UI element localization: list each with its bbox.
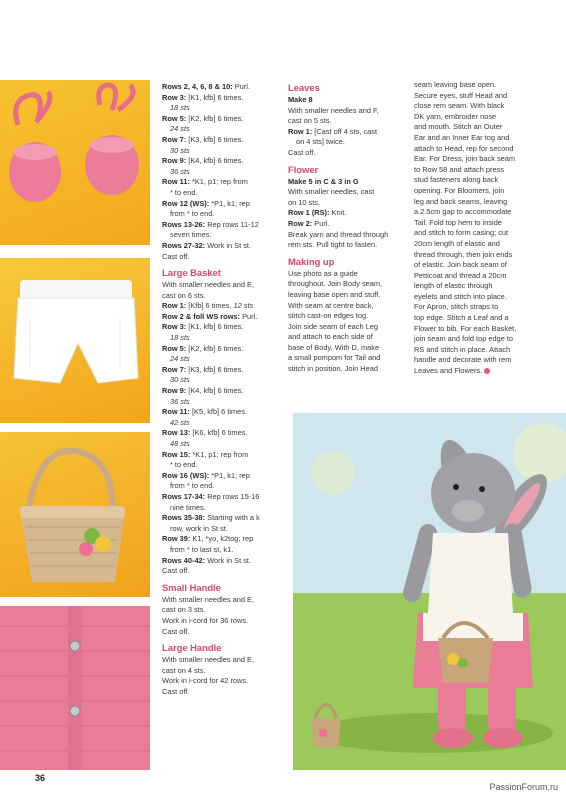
instruction-line: With smaller needles and F,	[288, 105, 379, 115]
instruction-line: Leaves and Flowers.	[414, 366, 548, 377]
instruction-line: base of Body. With D, make	[288, 342, 380, 352]
photo-large-basket	[0, 432, 150, 597]
instruction-line: 30 sts	[170, 145, 190, 155]
instruction-line: 36 sts	[170, 396, 190, 406]
instruction-line: Row 12 (WS): *P1, k1; rep	[162, 198, 250, 208]
bag-rows-instructions	[162, 82, 284, 262]
instruction-line: close rem seam. With black	[414, 101, 505, 111]
photo-knitted-bunny	[293, 413, 566, 770]
instruction-line: Row 16 (WS): *P1, k1; rep	[162, 470, 250, 480]
making-up-heading: Making up	[288, 255, 335, 267]
instruction-line: Row 1: [Cast off 4 sts, cast	[288, 126, 377, 136]
instruction-line: row, work in St st.	[170, 523, 228, 533]
instruction-line: to Row 58 and attach press	[414, 164, 504, 174]
instruction-line: from * to last st, k1.	[170, 544, 234, 554]
photo-white-bloomers	[0, 258, 150, 423]
small-handle-instructions	[162, 595, 284, 637]
watermark: PassionForum.ru	[489, 782, 558, 792]
instruction-line: * to end.	[170, 187, 198, 197]
instruction-line: Row 11: [K5, kfb] 6 times.	[162, 407, 248, 417]
pattern-column-3	[414, 80, 548, 377]
instruction-line: Cast off.	[162, 566, 190, 576]
instruction-line: on 10 sts.	[288, 197, 321, 207]
instruction-line: Cast off.	[162, 626, 190, 636]
instruction-line: cast on 3 sts.	[162, 605, 206, 615]
instruction-line: Row 9: [K4, kfb] 6 times.	[162, 156, 244, 166]
instruction-line: With smaller needles, cast	[288, 187, 375, 197]
instruction-line: length of elastic through	[414, 281, 493, 291]
instruction-line: DK yarn, embroider nose	[414, 111, 497, 121]
instruction-line: For Apron, stitch straps to	[414, 302, 499, 312]
instruction-line: thread through, then join ends	[414, 249, 513, 259]
instruction-line: Make 8	[288, 95, 313, 104]
instruction-line: Row 39: K1, *yo, k2tog; rep	[162, 534, 254, 544]
instruction-line: * to end.	[170, 460, 198, 470]
instruction-line: Row 3: [K1, kfb] 6 times.	[162, 92, 244, 102]
instruction-line: seam leaving base open.	[414, 80, 497, 89]
instruction-line: Row 3: [K1, kfb] 6 times.	[162, 322, 244, 332]
instruction-line: stud fasteners along back	[414, 175, 499, 185]
instruction-line: Tail. Fold top hem to inside	[414, 217, 502, 227]
instruction-line: Cast off.	[162, 251, 190, 261]
instruction-line: stitch cast-on edges tog.	[288, 311, 369, 321]
instruction-line: on 4 sts] twice.	[296, 137, 345, 147]
instruction-line: Row 15: *K1, p1; rep from	[162, 449, 249, 459]
making-up-continued	[414, 80, 548, 377]
instruction-line: Ear and an Inner Ear tog and	[414, 132, 510, 142]
instruction-line: 24 sts	[170, 354, 190, 364]
instruction-line: nine times.	[170, 502, 206, 512]
instruction-line: Row 11: *K1, p1; rep from	[162, 177, 248, 187]
instruction-line: and stitch to form casing; cut	[414, 228, 509, 238]
instruction-line: Rows 2, 4, 6, 8 & 10: Purl.	[162, 82, 250, 91]
instruction-line: cast on 4 sts.	[162, 665, 206, 675]
instruction-line: With smaller needles and E,	[162, 594, 255, 604]
instruction-line: a small pompom for Tail and	[288, 353, 381, 363]
instruction-line: join seam and fold top edge to	[414, 334, 514, 344]
instruction-line: Row 7: [K3, kfb] 6 times.	[162, 134, 244, 144]
instruction-line: and mouth. Stitch an Outer	[414, 122, 503, 132]
flower-heading: Flower	[288, 163, 319, 175]
instruction-line: and attach to each side of	[288, 332, 373, 342]
instruction-line: stitch in position. Join Head	[288, 364, 378, 374]
instruction-line: cast on 5 sts.	[288, 116, 332, 126]
instruction-line: Row 1: [Kfb] 6 times, 12 sts	[162, 301, 254, 311]
instruction-line: Rows 27-32: Work in St st.	[162, 240, 251, 250]
instruction-line: 36 sts	[170, 166, 190, 176]
instruction-line: Flower to bib. For each Basket,	[414, 323, 517, 333]
instruction-line: 30 sts	[170, 375, 190, 385]
instruction-line: 24 sts	[170, 124, 190, 134]
instruction-line: Row 7: [K3, kfb] 6 times.	[162, 364, 244, 374]
leaves-heading: Leaves	[288, 82, 320, 93]
instruction-line: handle and decorate with rem	[414, 355, 512, 365]
instruction-line: Ear. For Dress, join back seam	[414, 154, 516, 164]
instruction-line: Rows 13-26: Rep rows 11-12	[162, 219, 259, 229]
instruction-line: Row 1 (RS): Knit.	[288, 208, 347, 218]
instruction-line: Row 2 & foll WS rows: Purl.	[162, 311, 258, 321]
instruction-line: 48 sts	[170, 439, 190, 448]
instruction-line: a 2.5cm gap to accommodate	[414, 207, 512, 217]
large-handle-instructions	[162, 655, 284, 697]
instruction-line: throughout. Join Body seam,	[288, 279, 383, 289]
instruction-line: Rows 35-38: Starting with a k	[162, 513, 260, 523]
instruction-line: Secure eyes, stuff Head and	[414, 90, 508, 100]
instruction-line: Use photo as a guide	[288, 268, 358, 278]
instruction-line: Make 5 in C & 3 in G	[288, 176, 359, 186]
instruction-line: Cast off.	[288, 147, 316, 157]
instruction-line: seven times.	[170, 230, 212, 240]
instruction-line: from * to end.	[170, 481, 215, 491]
instruction-line: leaving base open and stuff.	[288, 289, 381, 299]
large-basket-instructions	[162, 280, 284, 577]
end-marker-icon	[484, 368, 490, 374]
instruction-line: 18 sts	[170, 103, 190, 113]
instruction-line: Row 5: [K2, kfb] 6 times.	[162, 113, 244, 123]
page-number: 36	[35, 773, 46, 783]
instruction-line: 20cm length of elastic and	[414, 238, 500, 248]
instruction-line: rem sts. Pull tight to fasten.	[288, 240, 378, 250]
instruction-line: attach to Head, rep for second	[414, 143, 514, 153]
instruction-line: leg and back seams, leaving	[414, 196, 508, 206]
instruction-line: Cast off.	[162, 686, 190, 696]
instruction-line: With smaller needles and E,	[162, 655, 255, 665]
instruction-line: With smaller needles and E,	[162, 280, 255, 290]
photo-knitted-bags	[0, 80, 150, 245]
instruction-line: RS and stitch in place. Attach	[414, 344, 511, 354]
instruction-line: Work in i-cord for 42 rows.	[162, 676, 249, 686]
instruction-line: top edge. Stitch a Leaf and a	[414, 313, 509, 323]
instruction-line: Row 5: [K2, kfb] 6 times.	[162, 343, 244, 353]
instruction-line: opening. For Bloomers, join	[414, 185, 505, 195]
instruction-line: Rows 40-42: Work in St st.	[162, 555, 251, 565]
instruction-line: Petticoat and thread a 20cm	[414, 270, 507, 280]
instruction-line: Row 2: Purl.	[288, 218, 330, 228]
large-basket-heading: Large Basket	[162, 267, 221, 279]
instruction-line: Join side seam of each Leg	[288, 321, 378, 331]
photo-pink-dress	[0, 606, 150, 770]
making-up-instructions	[288, 269, 410, 375]
instruction-line: Break yarn and thread through	[288, 229, 389, 239]
instruction-line: With seam at centre back,	[288, 300, 374, 310]
flower-instructions	[288, 177, 410, 251]
instruction-line: Row 13: [K6, kfb] 6 times.	[162, 428, 248, 438]
instruction-line: of elastic. Join back seam of	[414, 260, 507, 270]
instruction-line: 18 sts	[170, 333, 190, 343]
instruction-line: cast on 6 sts.	[162, 290, 206, 300]
instruction-line: Row 9: [K4, kfb] 6 times.	[162, 386, 244, 396]
large-handle-heading: Large Handle	[162, 642, 222, 654]
instruction-line: Work in i-cord for 36 rows.	[162, 615, 249, 625]
pattern-column-2	[288, 82, 410, 375]
small-handle-heading: Small Handle	[162, 581, 221, 593]
instruction-line: from * to end.	[170, 209, 215, 219]
pattern-column-1	[162, 82, 284, 697]
instruction-line: eyelets and stitch into place.	[414, 291, 507, 301]
instruction-line: 42 sts	[170, 417, 190, 427]
leaves-instructions	[288, 95, 410, 159]
instruction-line: Rows 17-34: Rep rows 15-16	[162, 491, 260, 501]
